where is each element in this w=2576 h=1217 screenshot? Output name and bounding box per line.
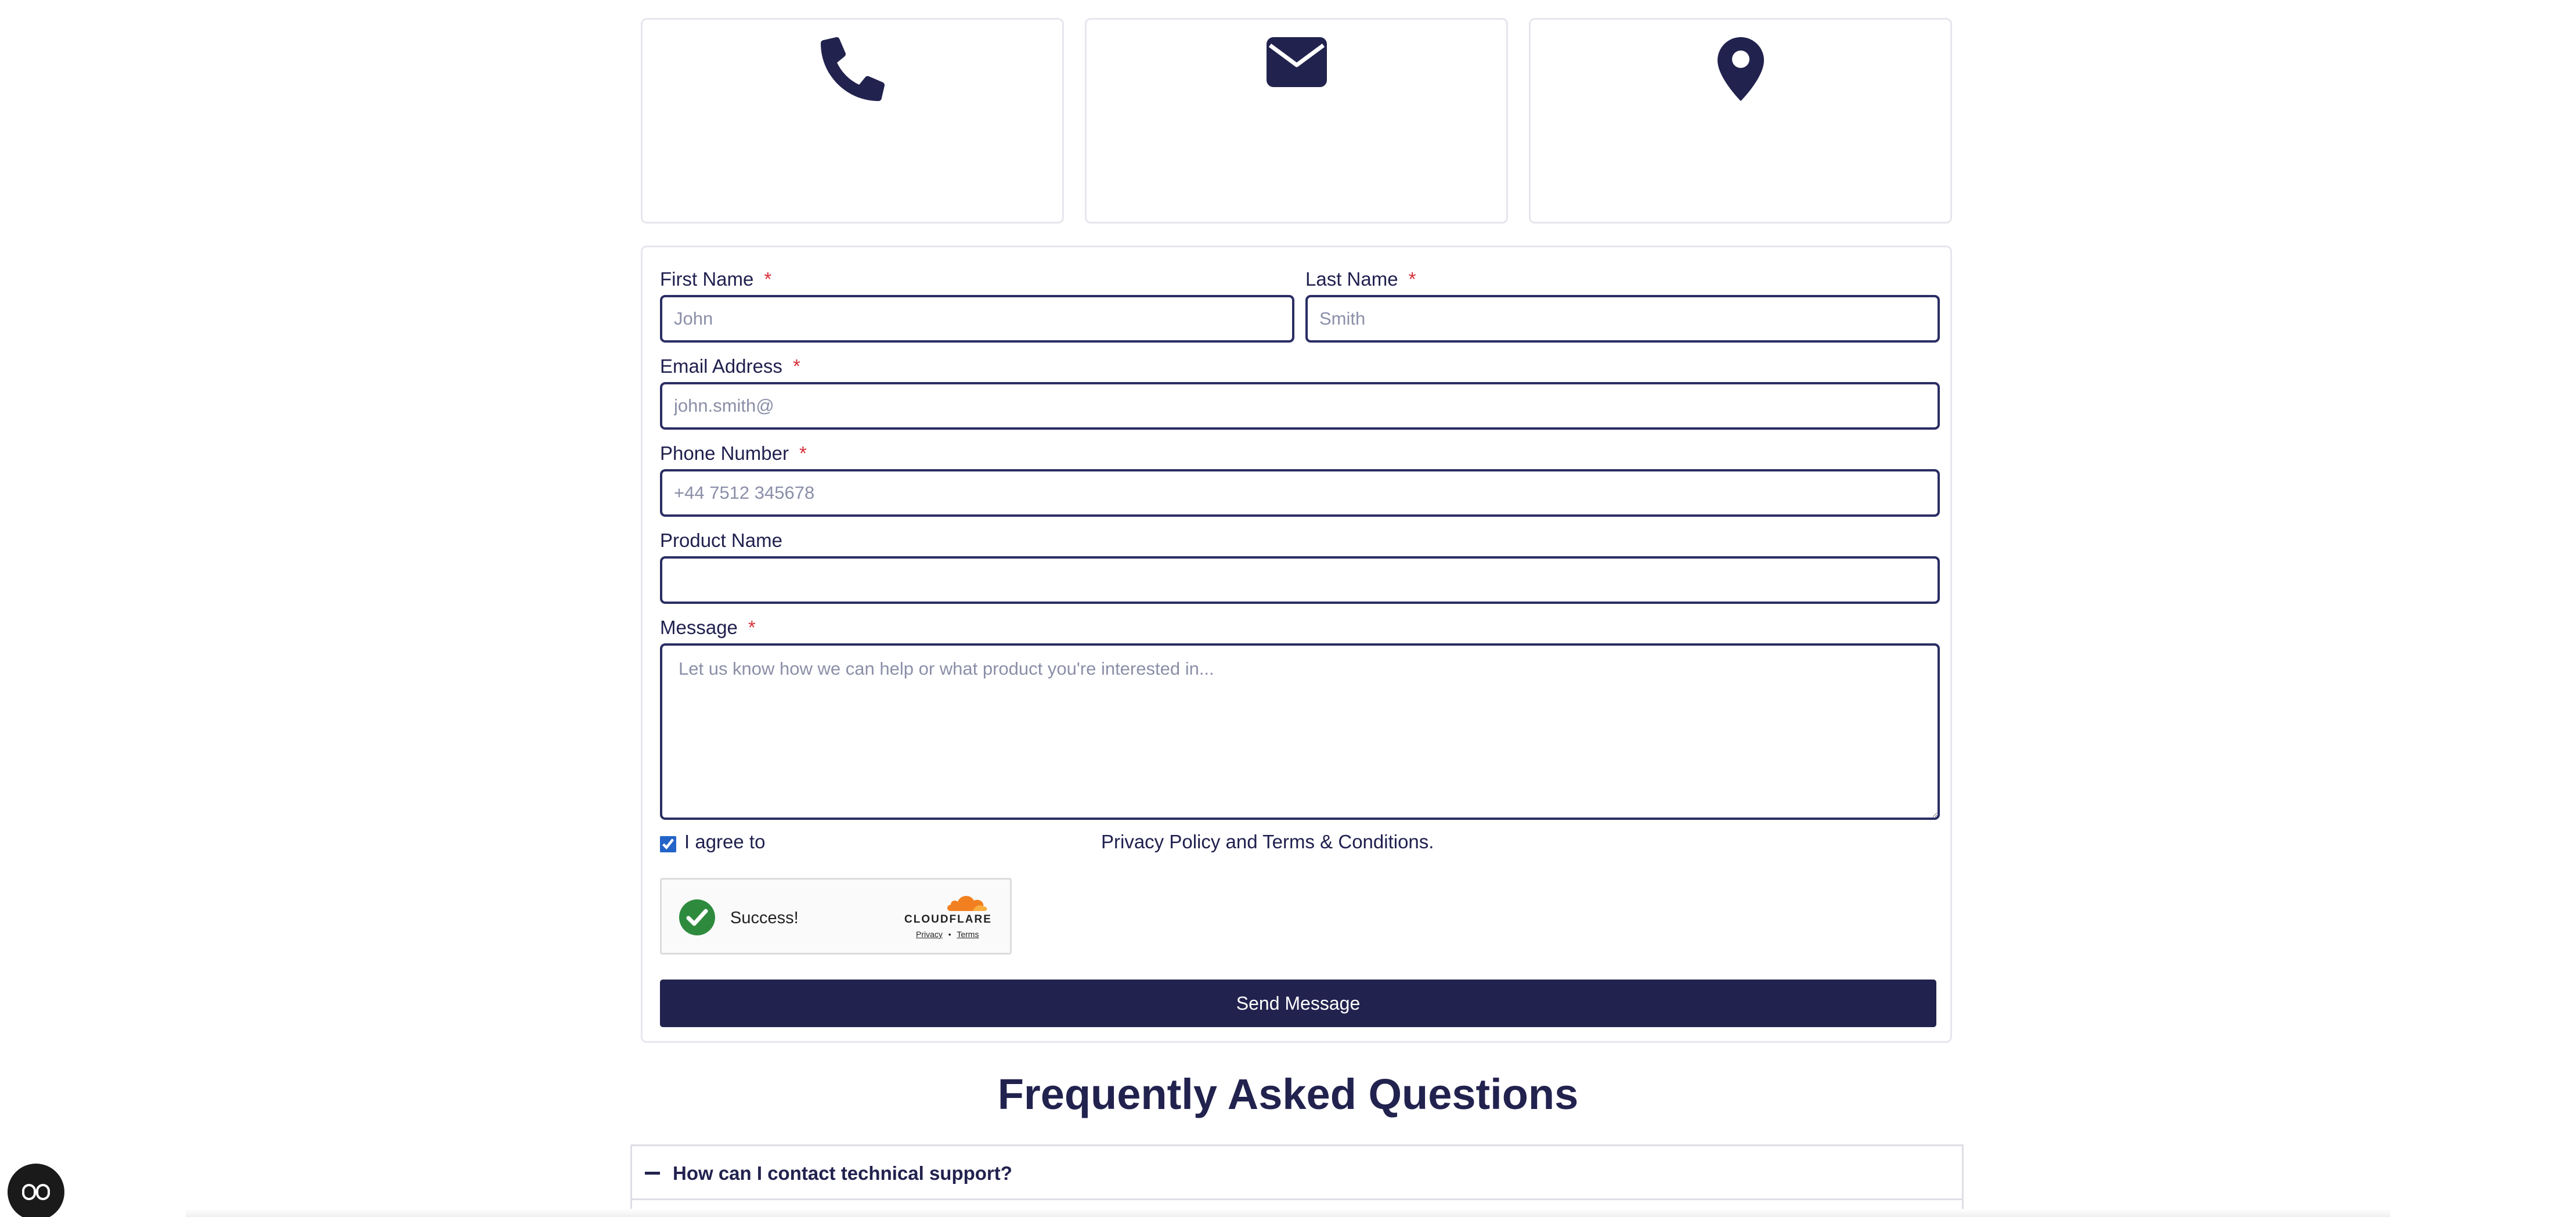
phone-label-text: Phone Number (660, 442, 789, 464)
envelope-icon (1267, 37, 1327, 90)
required-marker: * (799, 442, 807, 464)
first-name-input[interactable] (660, 295, 1294, 343)
captcha-privacy-link[interactable]: Privacy (916, 930, 943, 939)
message-textarea[interactable] (660, 643, 1940, 820)
faq-question: How can I contact technical support? (673, 1162, 1012, 1184)
message-label-text: Message (660, 617, 738, 638)
agree-label: I agree to (684, 831, 766, 852)
required-marker: * (764, 268, 772, 290)
phone-label (660, 442, 807, 465)
email-label-text: Email Address (660, 355, 782, 377)
email-contact-card (1085, 18, 1508, 224)
bottom-shadow (186, 1209, 2390, 1217)
faq-item[interactable] (630, 1144, 1964, 1200)
email-input[interactable] (660, 382, 1940, 430)
faq-heading: Frequently Asked Questions (997, 1070, 1579, 1118)
cloudflare-wordmark: CLOUDFLARE (904, 913, 992, 926)
last-name-input[interactable] (1305, 295, 1940, 343)
agree-checkbox[interactable] (660, 836, 676, 852)
product-name-label-text: Product Name (660, 530, 782, 551)
required-marker: * (748, 617, 756, 638)
send-message-button[interactable]: Send Message (660, 980, 1936, 1027)
phone-contact-card (641, 18, 1064, 224)
message-label (660, 617, 756, 639)
last-name-label (1305, 268, 1416, 290)
email-label (660, 355, 800, 377)
captcha-terms-link[interactable]: Terms (957, 930, 979, 939)
product-name-input[interactable] (660, 556, 1940, 604)
captcha-link-separator: • (948, 930, 951, 939)
product-name-label (660, 530, 782, 552)
captcha-links (916, 930, 997, 939)
captcha-status: Success! (730, 909, 799, 927)
phone-icon (821, 37, 885, 104)
location-contact-card (1529, 18, 1952, 224)
cloudflare-cloud-icon (945, 892, 989, 912)
glasses-icon (21, 1183, 50, 1201)
required-marker: * (1408, 268, 1416, 290)
last-name-label-text: Last Name (1305, 268, 1398, 290)
phone-input[interactable] (660, 469, 1940, 517)
policy-terms-link[interactable]: Privacy Policy and Terms & Conditions. (1101, 831, 1434, 852)
contact-form (641, 246, 1952, 1043)
first-name-label (660, 268, 771, 290)
success-check-icon (679, 899, 715, 935)
required-marker: * (792, 355, 800, 377)
map-pin-icon (1718, 37, 1764, 104)
floating-accessibility-button[interactable] (8, 1164, 64, 1217)
collapse-minus-icon (645, 1172, 660, 1175)
cloudflare-captcha-widget[interactable] (660, 878, 1012, 955)
cloudflare-branding (904, 892, 997, 939)
first-name-label-text: First Name (660, 268, 754, 290)
